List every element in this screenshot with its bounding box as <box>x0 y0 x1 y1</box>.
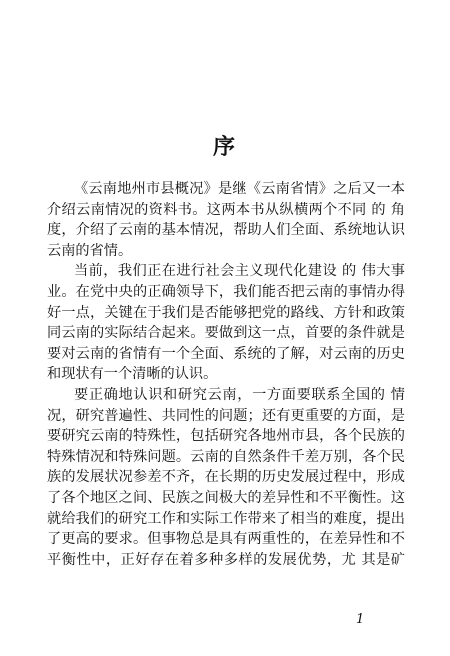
text-line: 要正确地认识和研究云南，一方面要联系全国的 情 <box>74 386 405 403</box>
text-line: 度，介绍了云南的基本情况，帮助人们全面、系统地认识 <box>47 222 405 239</box>
text-line: 《云南地州市县概况》是继《云南省情》之后又一本 <box>74 181 405 197</box>
text-line: 同云南的实际结合起来。要做到这一点，首要的条件就是 <box>47 325 405 342</box>
page-number: 1 <box>356 612 365 627</box>
text-line: 业。在党中央的正确领导下，我们能否把云南的事情办得 <box>47 283 405 300</box>
page-title: 序 <box>212 134 237 160</box>
text-line: 况，研究普遍性、共同性的问题；还有更重要的方面，是 <box>47 407 405 424</box>
text-line: 就给我们的研究工作和实际工作带来了相当的难度，提出 <box>47 510 405 527</box>
text-line: 介绍云南情况的资料书。这两本书从纵横两个不同 的 角 <box>47 201 405 218</box>
text-line: 族的发展状况参差不齐，在长期的历史发展过程中，形成 <box>47 469 405 486</box>
text-line: 特殊情况和特殊问题。云南的自然条件千差万别，各个民 <box>47 448 405 465</box>
text-line: 好一点，关键在于我们是否能够把党的路线、方针和政策 <box>47 304 405 321</box>
text-line: 和现状有一个清晰的认识。 <box>47 366 218 383</box>
text-line: 要对云南的省情有一个全面、系统的了解，对云南的历史 <box>47 345 405 362</box>
text-line: 平衡性中，正好存在着多种多样的发展优势，尤 其是矿 <box>47 551 405 568</box>
text-line: 要研究云南的特殊性，包括研究各地州市县，各个民族的 <box>47 428 405 445</box>
text-line: 了更高的要求。但事物总是具有两重性的，在差异性和不 <box>47 531 405 548</box>
text-line: 云南的省情。 <box>47 242 133 259</box>
text-line: 了各个地区之间、民族之间极大的差异性和不平衡性。这 <box>47 489 405 506</box>
body-text <box>47 179 405 570</box>
text-line: 当前，我们正在进行社会主义现代化建设 的 伟大事 <box>74 263 405 280</box>
